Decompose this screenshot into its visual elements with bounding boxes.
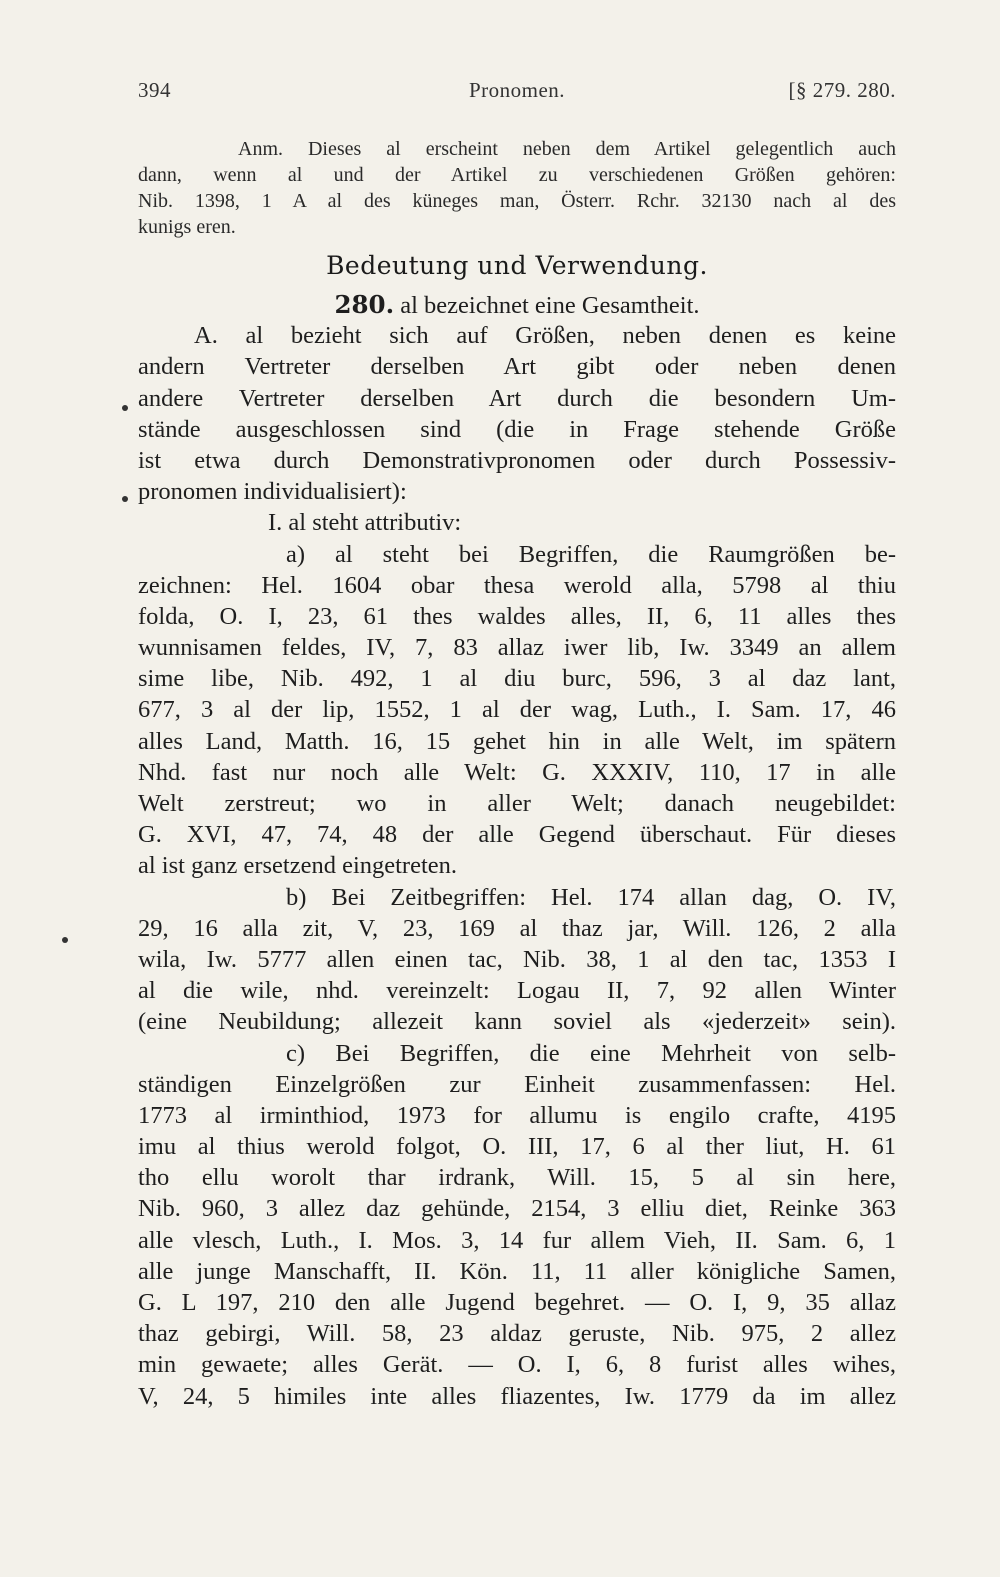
text-line: 29, 16 alla zit, V, 23, 169 al thaz jar, Will. 126, 2 alla (138, 914, 896, 942)
text-line: b) Bei Zeitbegriffen: Hel. 174 allan dag, O. IV, (286, 883, 896, 911)
text-line: andern Vertreter derselben Art gibt oder neben denen (138, 353, 896, 381)
text-line: c) Bei Begriffen, die eine Mehrheit von selb- (286, 1039, 896, 1067)
text-line: sime libe, Nib. 492, 1 al diu burc, 596, 3 al daz lant, (138, 665, 896, 693)
paragraph-heading (138, 289, 896, 320)
text-line: ständigen Einzelgrößen zur Einheit zusammenfassen: Hel. (138, 1070, 896, 1098)
note-line: Anm. Dieses al erscheint neben dem Artikel gelegentlich auch (238, 138, 896, 160)
text-line: V, 24, 5 himiles inte alles fliazentes, Iw. 1779 da im allez (138, 1382, 896, 1410)
main-text (138, 289, 896, 1412)
margin-mark (122, 405, 128, 411)
running-title: Pronomen. (468, 78, 566, 102)
text-line: 677, 3 al der lip, 1552, 1 al der wag, Luth., I. Sam. 17, 46 (138, 696, 896, 724)
text-line: alle vlesch, Luth., I. Mos. 3, 14 fur allem Vieh, II. Sam. 6, 1 (138, 1226, 896, 1254)
text-line: thaz gebirgi, Will. 58, 23 aldaz geruste, Nib. 975, 2 allez (138, 1320, 896, 1348)
text-line: al ist ganz ersetzend eingetreten. (138, 852, 458, 880)
text-line: andere Vertreter derselben Art durch die besondern Um- (138, 384, 896, 412)
text-line: (eine Neubildung; allezeit kann soviel als «jederzeit» sein). (138, 1008, 896, 1036)
text-line: Nhd. fast nur noch alle Welt: G. XXXIV, 110, 17 in alle (138, 758, 896, 786)
text-line: zeichnen: Hel. 1604 obar thesa werold alla, 5798 al thiu (138, 571, 896, 599)
text-line: G. XVI, 47, 74, 48 der alle Gegend überschaut. Für dieses (138, 821, 896, 849)
note-line: kunigs eren. (138, 216, 236, 238)
paragraph-number: 280. (334, 290, 395, 319)
text-line: tho ellu worolt thar irdrank, Will. 15, 5 al sin here, (138, 1164, 896, 1192)
text-line: alles Land, Matth. 16, 15 gehet hin in alle Welt, im spätern (138, 727, 896, 755)
text-line: stände ausgeschlossen sind (die in Frage stehende Größe (138, 415, 896, 443)
annotation-note (138, 136, 896, 240)
text-line: Welt zerstreut; wo in aller Welt; danach neugebildet: (138, 790, 896, 817)
text-line: folda, O. I, 23, 61 thes waldes alles, II, 6, 11 alles thes (138, 602, 896, 630)
text-line: min gewaete; alles Gerät. — O. I, 6, 8 furist alles wihes, (138, 1351, 896, 1379)
paragraph-title: al bezeichnet eine Gesamtheit. (400, 292, 700, 319)
text-line: alle junge Manschafft, II. Kön. 11, 11 aller königliche Samen, (138, 1257, 896, 1285)
page-number: 394 (138, 78, 171, 102)
text-line: 1773 al irminthiod, 1973 for allumu is engilo crafte, 4195 (138, 1101, 896, 1129)
running-header (138, 78, 896, 112)
margin-mark (122, 496, 128, 502)
text-line: wila, Iw. 5777 allen einen tac, Nib. 38, 1 al den tac, 1353 I (138, 945, 896, 973)
text-line: G. L 197, 210 den alle Jugend begehret. — O. I, 9, 35 allaz (138, 1289, 896, 1316)
text-line: ist etwa durch Demonstrativpronomen oder durch Possessiv- (138, 446, 896, 474)
text-line: A. al bezieht sich auf Größen, neben denen es keine (194, 322, 896, 350)
margin-mark (62, 937, 68, 943)
text-line: imu al thius werold folgot, O. III, 17, 6 al ther liut, H. 61 (138, 1133, 896, 1161)
note-line: Nib. 1398, 1 A al des küneges man, Österr. Rchr. 32130 nach al des (138, 190, 896, 212)
text-line: I. al steht attributiv: (268, 509, 462, 537)
text-line: wunnisamen feldes, IV, 7, 83 allaz iwer lib, Iw. 3349 an allem (138, 634, 896, 662)
text-line: al die wile, nhd. vereinzelt: Logau II, 7, 92 allen Winter (138, 977, 896, 1005)
note-line: dann, wenn al und der Artikel zu verschiedenen Größen gehören: (138, 164, 896, 186)
section-reference: [§ 279. 280. (788, 78, 896, 102)
text-line: pronomen individualisiert): (138, 478, 407, 506)
text-line: a) al steht bei Begriffen, die Raumgrößen be- (286, 540, 896, 568)
section-heading: Bedeutung und Verwendung. (326, 251, 708, 280)
text-line: Nib. 960, 3 allez daz gehünde, 2154, 3 elliu diet, Reinke 363 (138, 1195, 896, 1223)
